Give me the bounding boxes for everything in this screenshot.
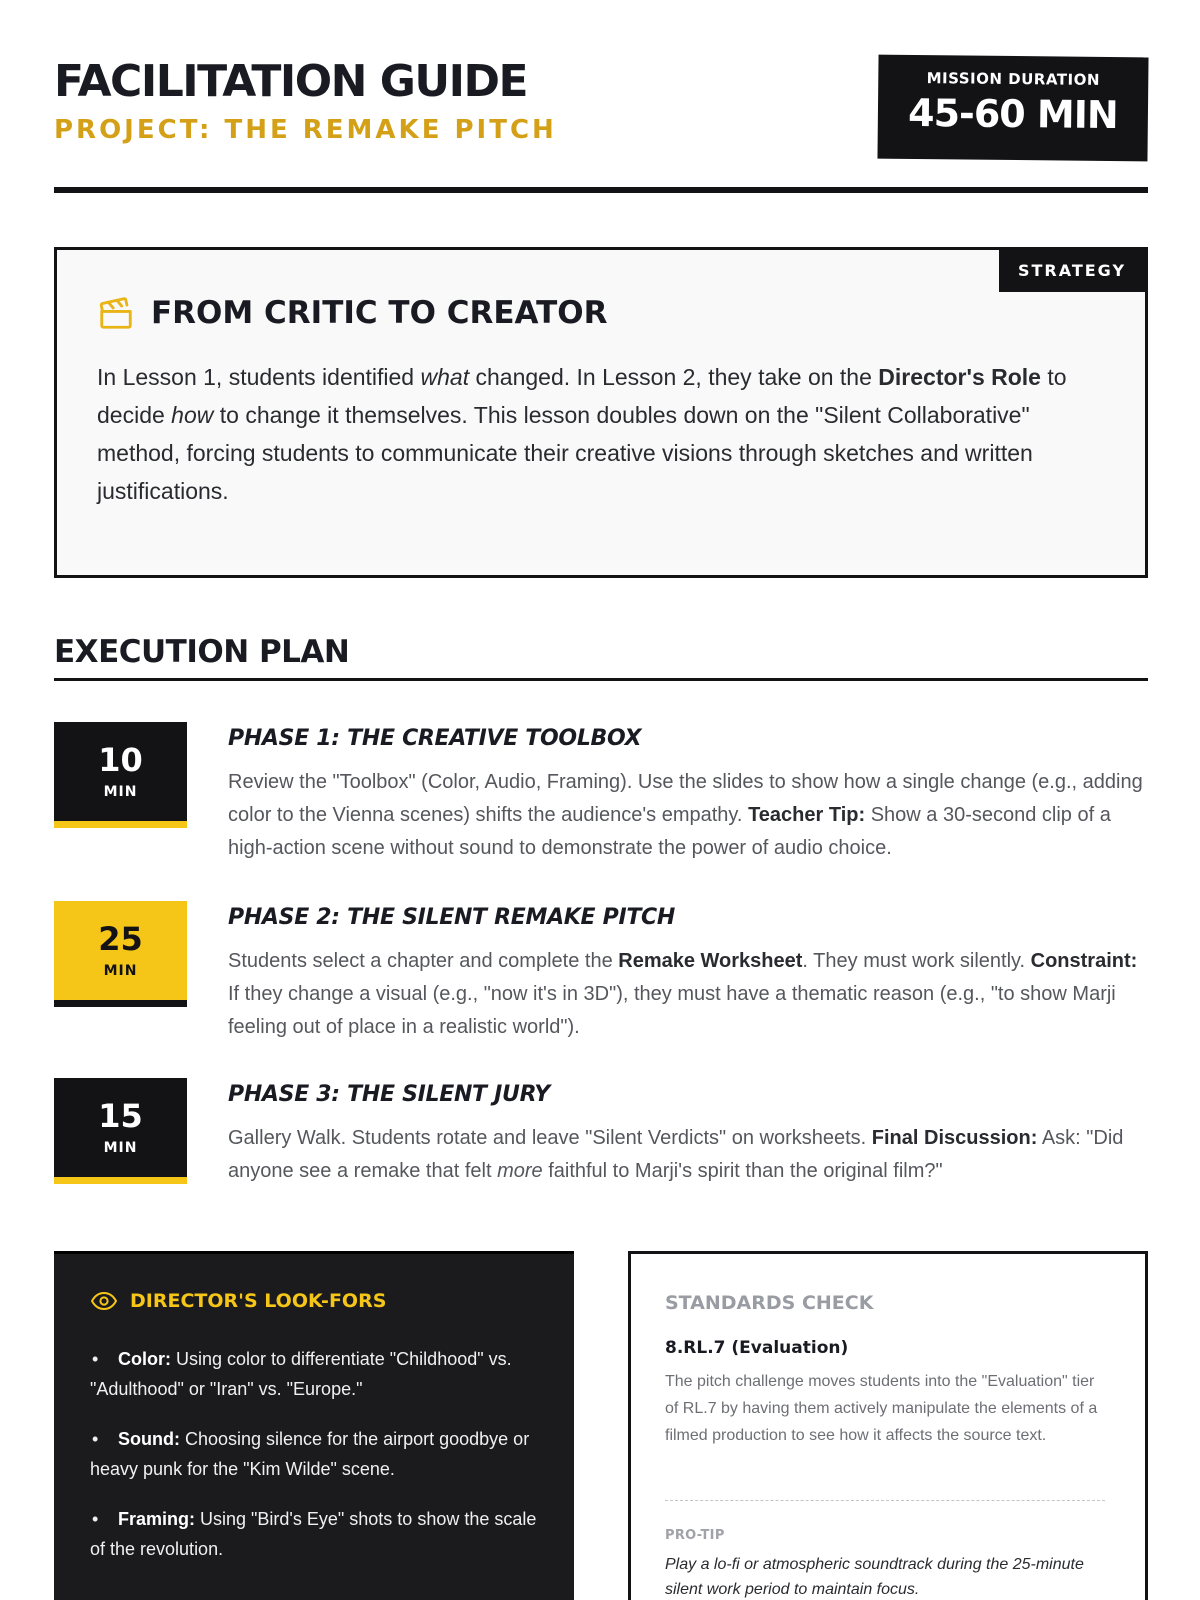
strategy-emphasis: what <box>420 364 470 390</box>
phase-unit: MIN <box>103 1140 138 1156</box>
phase-minutes: 15 <box>98 1097 143 1135</box>
phase-text: If they change a visual (e.g., "now it's in 3D"), they must have a thematic reason (e.g., "to show Marji feeling out of place in a realistic world"). <box>228 983 1116 1038</box>
phase-title: PHASE 3: THE SILENT JURY <box>228 1082 550 1107</box>
phase-unit: MIN <box>103 963 138 979</box>
execution-plan-title: EXECUTION PLAN <box>54 634 350 670</box>
phase-duration-badge <box>54 722 187 828</box>
phase-text: Show a 30-second clip of a high-action scene without sound to demonstrate the power of audio choice. <box>228 804 1111 859</box>
phase-minutes: 25 <box>98 920 143 958</box>
look-for-text: Choosing silence for the airport goodbye or heavy punk for the "Kim Wilde" scene. <box>90 1429 530 1479</box>
phase-unit: MIN <box>103 784 138 800</box>
strategy-text: to decide <box>97 364 1067 428</box>
standards-check-card <box>628 1251 1148 1600</box>
phase-text: Review the "Toolbox" (Color, Audio, Framing). Use the slides to show how a single change (e.g., adding color to the Vienna scenes) shifts the audience's empathy. <box>228 771 1143 826</box>
phase-minutes: 10 <box>98 741 143 779</box>
duration-value: 45-60 MIN <box>907 90 1118 138</box>
standards-title: STANDARDS CHECK <box>665 1292 874 1314</box>
phase-bold: Teacher Tip: <box>748 804 866 826</box>
phase-text: Ask: "Did anyone see a remake that felt <box>228 1127 1124 1182</box>
phase-title: PHASE 1: THE CREATIVE TOOLBOX <box>228 726 642 751</box>
look-for-label: Sound: <box>118 1429 180 1449</box>
strategy-body <box>97 358 1077 510</box>
look-fors-list <box>90 1344 540 1584</box>
list-item <box>90 1504 540 1564</box>
list-item <box>90 1344 540 1404</box>
page-title: FACILITATION GUIDE <box>54 56 528 107</box>
standard-code: 8.RL.7 (Evaluation) <box>665 1338 849 1358</box>
strategy-tag: STRATEGY <box>999 250 1145 292</box>
page-header <box>54 56 1148 196</box>
phase-bold: Constraint: <box>1030 950 1138 972</box>
strategy-bold: Director's Role <box>878 364 1041 390</box>
phase-text: Gallery Walk. Students rotate and leave "Silent Verdicts" on worksheets. <box>228 1127 872 1149</box>
look-fors-heading <box>90 1290 386 1312</box>
strategy-card <box>54 247 1148 578</box>
dashed-divider <box>665 1500 1105 1501</box>
strategy-text: to change it themselves. This lesson doubles down on the "Silent Collaborative" method, forcing students to communicate their creative visions through sketches and written justifications. <box>97 402 1033 504</box>
phase-text: faithful to Marji's spirit than the original film?" <box>542 1160 943 1182</box>
phase-duration-badge <box>54 901 187 1007</box>
phase-title: PHASE 2: THE SILENT REMAKE PITCH <box>228 905 676 930</box>
phase-text: . They must work silently. <box>802 950 1031 972</box>
clapperboard-icon <box>97 294 135 332</box>
look-for-text: Using "Bird's Eye" shots to show the scale of the revolution. <box>90 1509 537 1559</box>
look-for-label: Framing: <box>118 1509 196 1529</box>
pro-tip-text: Play a lo-fi or atmospheric soundtrack during the 25-minute silent work period to maintain focus. <box>665 1556 1084 1598</box>
phase-bold: Remake Worksheet <box>618 950 803 972</box>
look-fors-title: DIRECTOR'S LOOK-FORS <box>130 1290 387 1312</box>
pro-tip-label: PRO-TIP <box>665 1528 725 1543</box>
phase-text: Students select a chapter and complete the <box>228 950 619 972</box>
strategy-text: changed. In Lesson 2, they take on the <box>469 364 879 390</box>
list-item <box>90 1424 540 1484</box>
execution-divider <box>54 678 1148 681</box>
eye-icon <box>90 1291 118 1311</box>
standard-description: The pitch challenge moves students into the "Evaluation" tier of RL.7 by having them actively manipulate the elements of a filmed production to see how it affects the source text. <box>665 1373 1098 1444</box>
strategy-emphasis: how <box>171 402 214 428</box>
phase-bold: Final Discussion: <box>871 1127 1038 1149</box>
phase-duration-badge <box>54 1078 187 1184</box>
header-divider <box>54 187 1148 193</box>
strategy-title: FROM CRITIC TO CREATOR <box>151 295 608 331</box>
phase-description <box>228 945 1143 1044</box>
look-for-text: Using color to differentiate "Childhood" vs. "Adulthood" or "Iran" vs. "Europe." <box>90 1349 512 1399</box>
strategy-heading <box>97 294 607 332</box>
phase-description <box>228 766 1143 865</box>
duration-label: MISSION DURATION <box>926 69 1101 89</box>
phase-description <box>228 1122 1143 1188</box>
page-subtitle: PROJECT: THE REMAKE PITCH <box>54 115 557 145</box>
directors-look-fors-card <box>54 1251 574 1600</box>
mission-duration-badge <box>877 55 1148 162</box>
phase-emphasis: more <box>497 1160 543 1182</box>
strategy-text: In Lesson 1, students identified <box>97 364 421 390</box>
look-for-label: Color: <box>118 1349 171 1369</box>
